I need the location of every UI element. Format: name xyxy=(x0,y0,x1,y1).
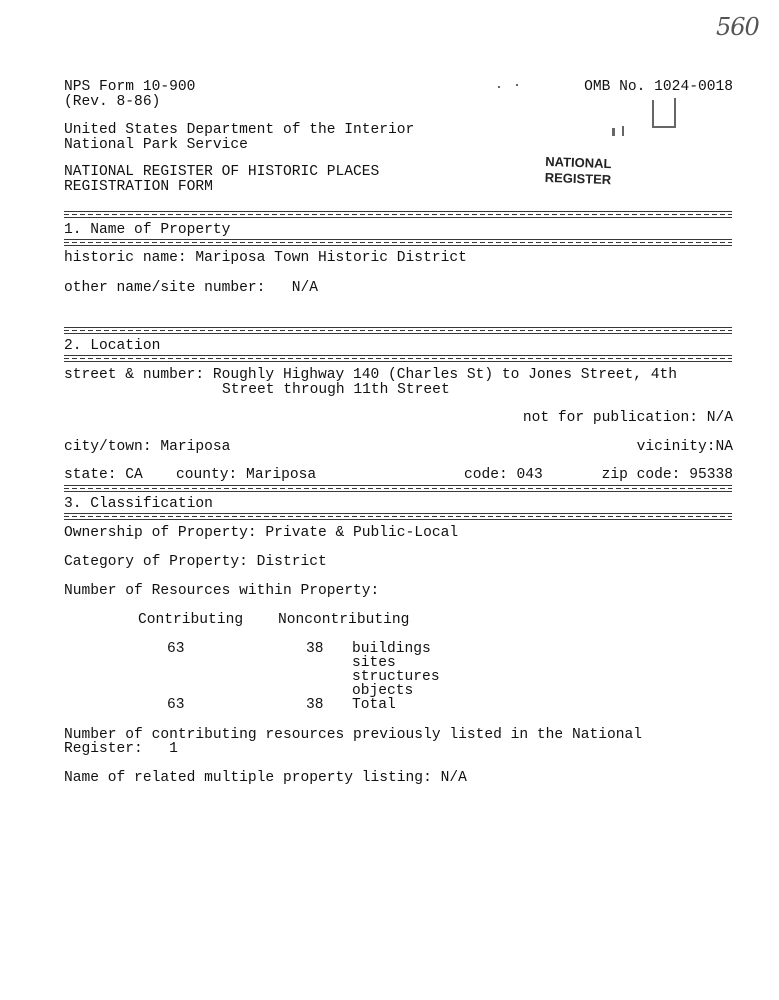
resources-label: Number of Resources within Property: xyxy=(64,583,380,599)
form-title: REGISTRATION FORM xyxy=(64,179,213,195)
resource-type: objects xyxy=(352,683,414,699)
related-listing: Name of related multiple property listing: N/A xyxy=(64,770,467,786)
scan-mark xyxy=(674,98,676,128)
noncontributing-total: 38 xyxy=(306,697,324,713)
section-2-heading: 2. Location xyxy=(64,338,161,354)
zip-code: zip code: 95338 xyxy=(601,467,733,483)
contributing-total: 63 xyxy=(167,697,185,713)
section-divider xyxy=(64,211,732,218)
noncontributing-count: 38 xyxy=(306,641,324,657)
category: Category of Property: District xyxy=(64,554,327,570)
scan-mark xyxy=(622,126,624,136)
street-number-line-2: Street through 11th Street xyxy=(222,382,450,398)
section-divider xyxy=(64,513,732,520)
historic-name: historic name: Mariposa Town Historic District xyxy=(64,250,467,266)
resource-type: buildings xyxy=(352,641,431,657)
section-3-heading: 3. Classification xyxy=(64,496,213,512)
city-town: city/town: Mariposa xyxy=(64,439,231,455)
street-number-line-1: street & number: Roughly Highway 140 (Charles St) to Jones Street, 4th xyxy=(64,367,678,383)
resource-type: Total xyxy=(352,697,396,713)
stamp-line-2: REGISTER xyxy=(544,169,612,188)
agency-name: National Park Service xyxy=(64,137,248,153)
handwritten-page-number: 560 xyxy=(716,13,759,41)
state: state: CA xyxy=(64,467,143,483)
section-divider xyxy=(64,239,732,246)
scan-mark xyxy=(652,126,676,128)
section-1-heading: 1. Name of Property xyxy=(64,222,231,238)
previously-listed-line-1: Number of contributing resources previously listed in the National xyxy=(64,727,643,743)
national-register-stamp xyxy=(544,154,612,188)
omb-number: OMB No. 1024-0018 xyxy=(584,79,733,95)
resource-type: structures xyxy=(352,669,440,685)
section-divider xyxy=(64,485,732,492)
scan-mark xyxy=(516,84,518,86)
resource-type: sites xyxy=(352,655,396,671)
form-revision: (Rev. 8-86) xyxy=(64,94,161,110)
column-noncontributing: Noncontributing xyxy=(278,612,410,628)
vicinity: vicinity:NA xyxy=(636,439,733,455)
section-divider xyxy=(64,355,732,362)
department-name: United States Department of the Interior xyxy=(64,122,415,138)
county-code: code: 043 xyxy=(464,467,543,483)
form-number: NPS Form 10-900 xyxy=(64,79,196,95)
not-for-publication: not for publication: N/A xyxy=(522,410,733,426)
column-contributing: Contributing xyxy=(138,612,244,628)
previously-listed-line-2: Register: 1 xyxy=(64,741,178,757)
scan-mark xyxy=(612,128,615,136)
county: county: Mariposa xyxy=(176,467,317,483)
stamp-line-1: NATIONAL xyxy=(545,153,612,172)
section-divider xyxy=(64,327,732,334)
register-title: NATIONAL REGISTER OF HISTORIC PLACES xyxy=(64,164,380,180)
contributing-count: 63 xyxy=(167,641,185,657)
scan-mark xyxy=(652,100,654,128)
other-name: other name/site number: N/A xyxy=(64,280,318,296)
scan-mark xyxy=(498,86,500,88)
ownership: Ownership of Property: Private & Public-Local xyxy=(64,525,459,541)
